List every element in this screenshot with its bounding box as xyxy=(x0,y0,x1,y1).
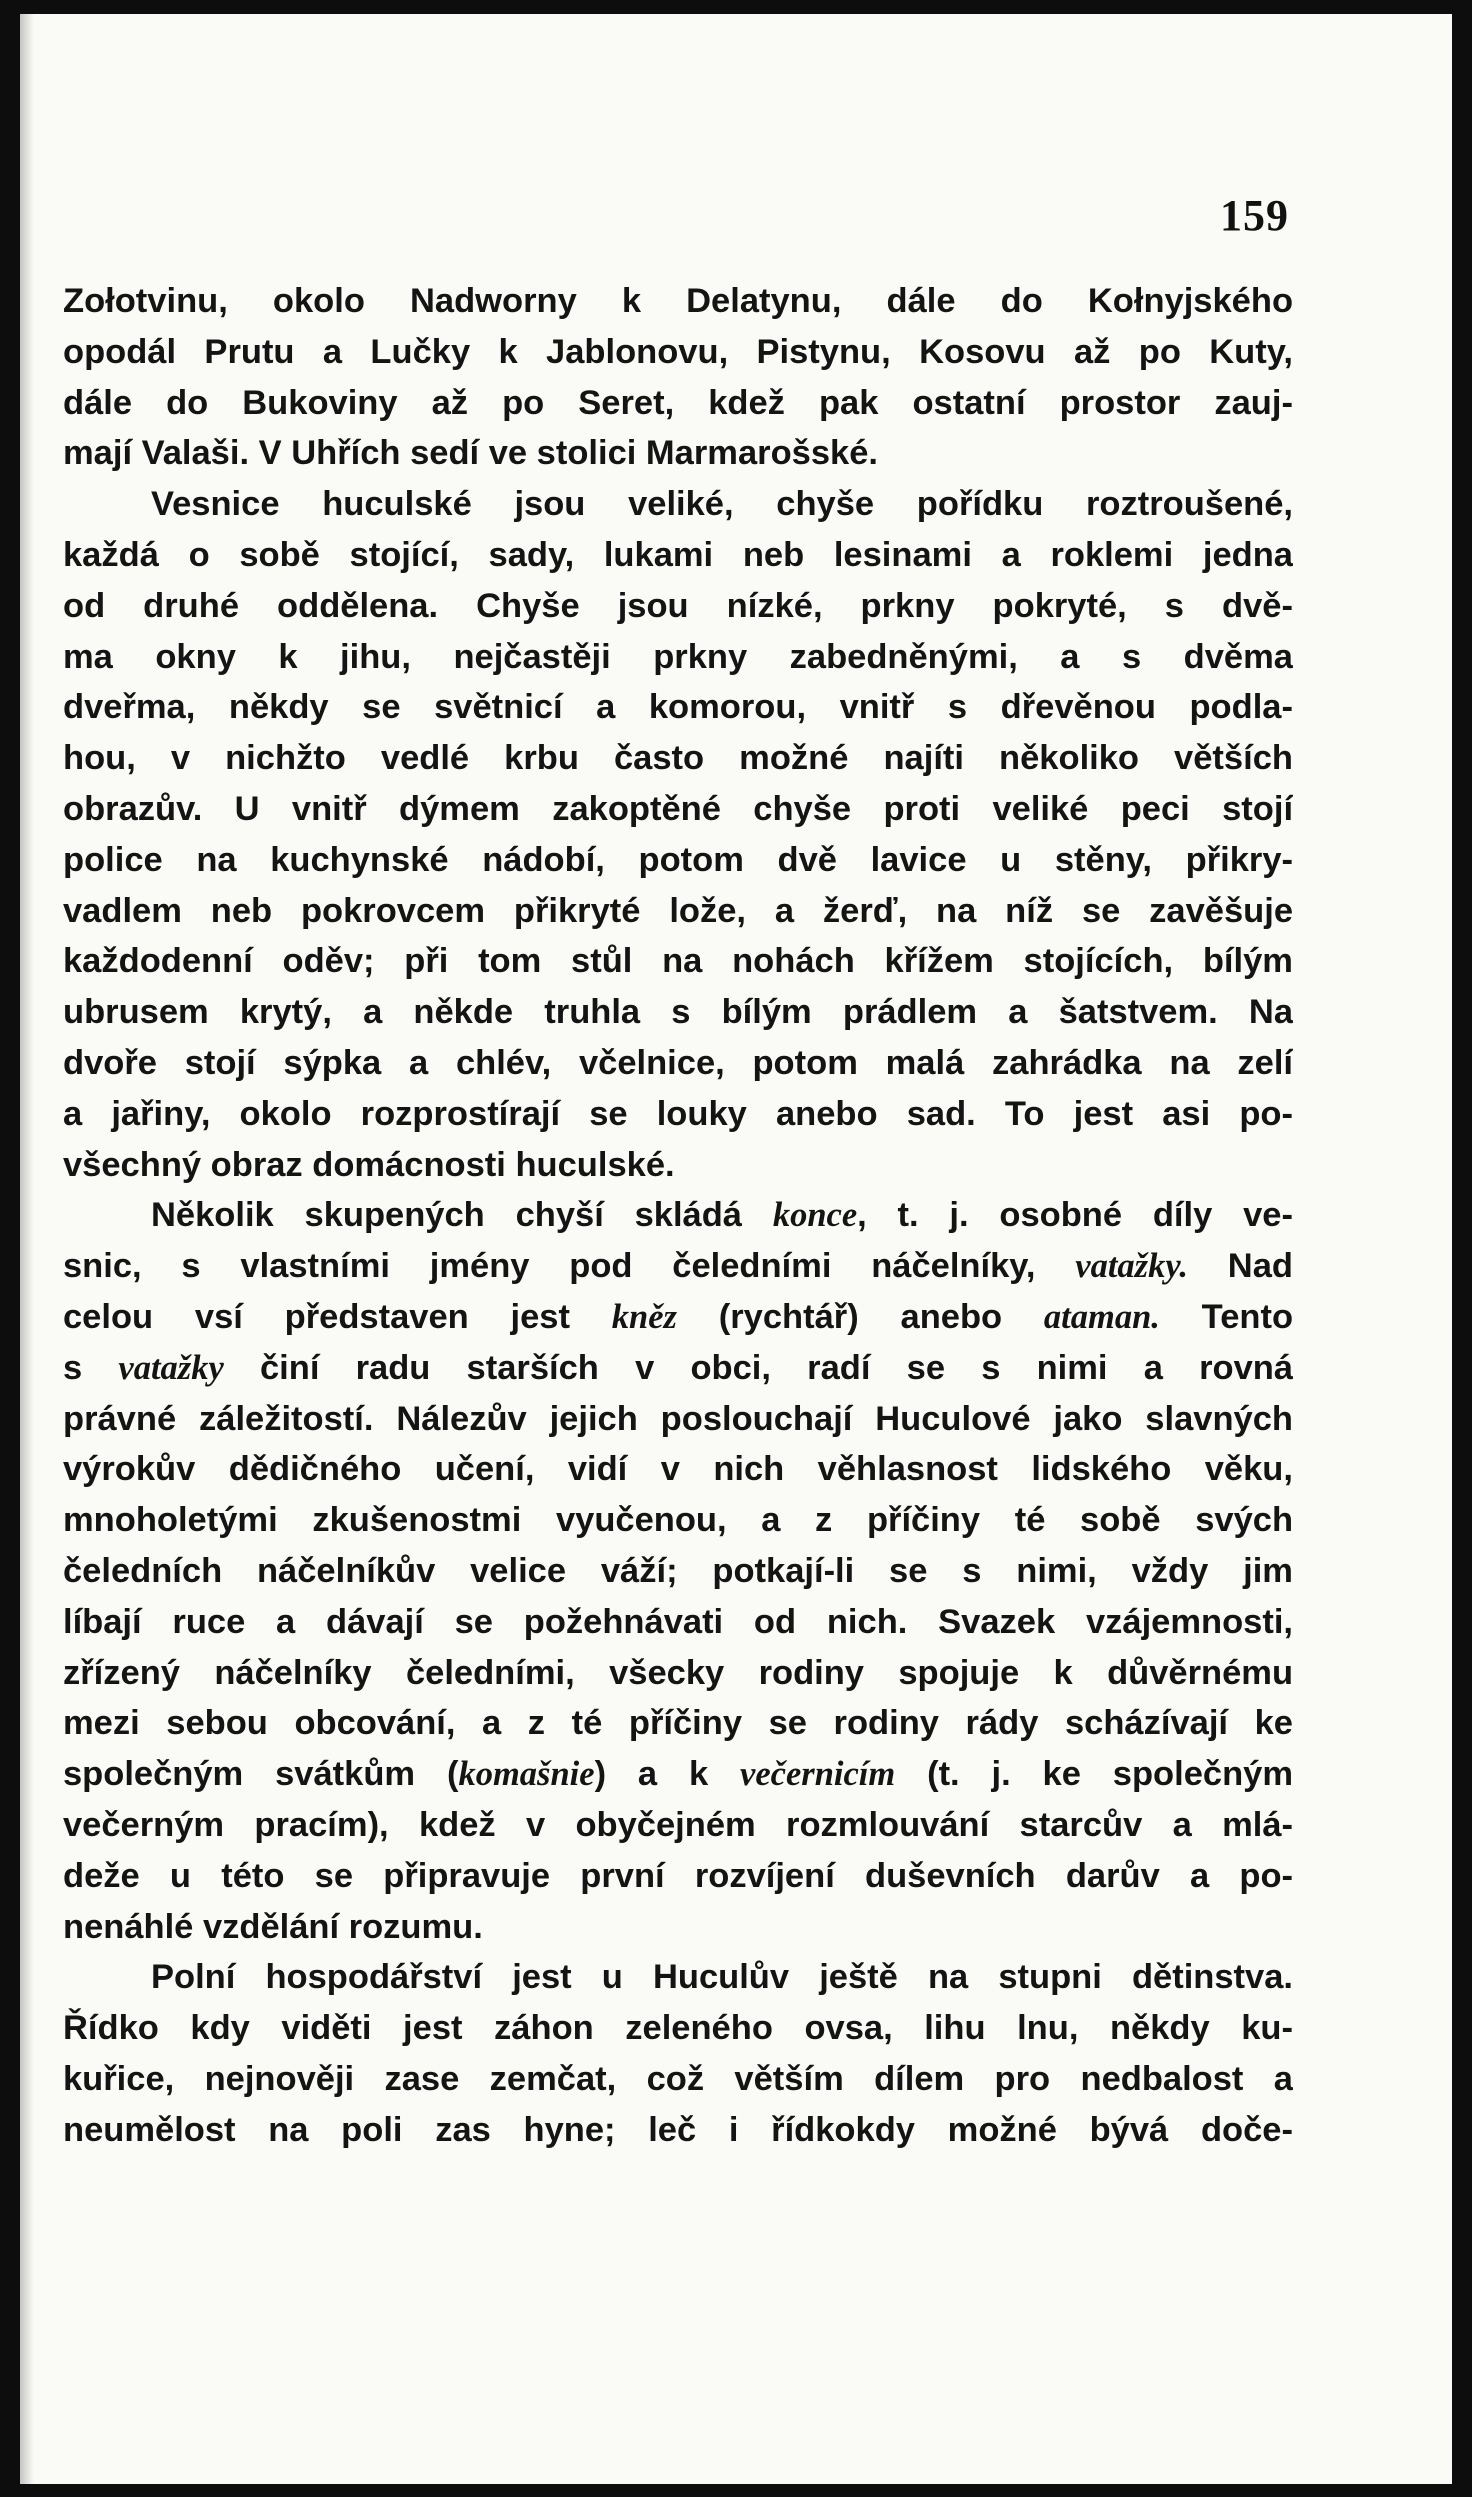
text-line xyxy=(63,835,1293,886)
text-segment: právné záležitostí. Nálezův jejich poslouchají Huculové jako slavných xyxy=(63,1399,1293,1438)
text-line xyxy=(63,1698,1293,1749)
text-line xyxy=(63,1444,1293,1495)
text-line xyxy=(63,1140,1293,1191)
text-line xyxy=(63,1394,1293,1445)
text-segment: , t. j. osobné díly ve- xyxy=(857,1196,1293,1235)
italic-term: konce xyxy=(772,1196,858,1235)
text-segment: mají Valaši. V Uhřích sedí ve stolici Marmarošské. xyxy=(63,434,878,473)
text-segment: Několik skupených chyší skládá xyxy=(151,1196,773,1235)
text-line xyxy=(63,936,1293,987)
text-line xyxy=(63,276,1293,327)
text-segment: hou, v nichžto vedlé krbu často možné najíti několiko větších xyxy=(63,739,1293,778)
binding-shadow xyxy=(20,14,34,2484)
text-segment: celou vsí představen jest xyxy=(63,1297,612,1336)
text-line xyxy=(63,1648,1293,1699)
text-segment: kuřice, nejnověji zase zemčat, což větším dílem pro nedbalost a xyxy=(63,2059,1293,2098)
text-line xyxy=(63,1495,1293,1546)
text-segment: činí radu starších v obci, radí se s nimi a rovná xyxy=(223,1348,1293,1387)
text-segment: Řídko kdy viděti jest záhon zeleného ovsa, lihu lnu, někdy ku- xyxy=(63,2009,1293,2048)
text-segment: společným svátkům ( xyxy=(63,1755,459,1794)
text-line xyxy=(63,886,1293,937)
text-segment: s xyxy=(63,1348,119,1387)
text-segment: (rychtář) anebo xyxy=(676,1297,1044,1336)
text-line xyxy=(63,682,1293,733)
text-line xyxy=(63,2003,1293,2054)
text-segment: nenáhlé vzdělání rozumu. xyxy=(63,1907,483,1946)
text-segment: opodál Prutu a Lučky k Jablonovu, Pistynu, Kosovu až po Kuty, xyxy=(63,332,1293,371)
text-segment: a jařiny, okolo rozprostírají se louky anebo sad. To jest asi po- xyxy=(63,1094,1293,1133)
text-segment: Polní hospodářství jest u Huculův ještě na stupni dětinstva. xyxy=(151,1958,1293,1997)
body-text xyxy=(63,276,1293,2155)
text-segment: obrazův. U vnitř dýmem zakoptěné chyše proti veliké peci stojí xyxy=(63,789,1293,828)
text-line xyxy=(63,581,1293,632)
text-segment: mezi sebou obcování, a z té příčiny se rodiny rády scházívají ke xyxy=(63,1704,1293,1743)
italic-term: vatažky xyxy=(118,1348,224,1387)
text-segment: zřízený náčelníky čeledními, všecky rodiny spojuje k důvěrnému xyxy=(63,1653,1293,1692)
text-segment: dále do Bukoviny až po Seret, kdež pak ostatní prostor zauj- xyxy=(63,383,1293,422)
text-line xyxy=(63,1089,1293,1140)
text-segment: Zołotvinu, okolo Nadworny k Delatynu, dále do Kołnyjského xyxy=(63,282,1293,320)
text-segment: Tento xyxy=(1159,1297,1293,1336)
text-line xyxy=(63,1038,1293,1089)
text-segment: Vesnice huculské jsou veliké, chyše pořídku roztroušené, xyxy=(151,485,1293,524)
text-line xyxy=(63,733,1293,784)
text-line xyxy=(63,987,1293,1038)
text-line xyxy=(63,1190,1293,1241)
text-line xyxy=(63,2054,1293,2105)
text-segment: od druhé oddělena. Chyše jsou nízké, prkny pokryté, s dvě- xyxy=(63,586,1293,625)
text-segment: Nad xyxy=(1188,1247,1293,1286)
text-segment: vadlem neb pokrovcem přikryté lože, a žerď, na níž se zavěšuje xyxy=(63,891,1293,930)
text-line xyxy=(63,1851,1293,1902)
text-segment: mnoholetými zkušenostmi vyučenou, a z příčiny té sobě svých xyxy=(63,1501,1293,1540)
italic-term: komašnie xyxy=(458,1755,595,1794)
text-segment: všechný obraz domácnosti huculské. xyxy=(63,1145,675,1184)
text-segment: večerným pracím), kdež v obyčejném rozmlouvání starcův a mlá- xyxy=(63,1805,1293,1844)
text-segment: ma okny k jihu, nejčastěji prkny zabedněnými, a s dvěma xyxy=(63,637,1293,676)
text-segment: čeledních náčelníkův velice váží; potkají-li se s nimi, vždy jim xyxy=(63,1551,1293,1590)
text-line xyxy=(63,378,1293,429)
text-line xyxy=(63,428,1293,479)
book-page xyxy=(20,14,1452,2484)
italic-term: kněz xyxy=(611,1297,677,1336)
text-line xyxy=(63,1597,1293,1648)
text-segment: výrokův dědičného učení, vidí v nich věhlasnost lidského věku, xyxy=(63,1450,1293,1489)
text-line xyxy=(63,1241,1293,1292)
page-number: 159 xyxy=(1220,191,1289,240)
text-line xyxy=(63,784,1293,835)
text-segment: každá o sobě stojící, sady, lukami neb lesinami a roklemi jedna xyxy=(63,535,1293,574)
text-line xyxy=(63,1952,1293,2003)
text-line xyxy=(63,327,1293,378)
text-segment: ubrusem krytý, a někde truhla s bílým prádlem a šatstvem. Na xyxy=(63,993,1293,1032)
text-line xyxy=(63,1902,1293,1953)
text-segment: ) a k xyxy=(594,1755,741,1794)
text-line xyxy=(63,2105,1293,2156)
text-line xyxy=(63,1343,1293,1394)
text-line xyxy=(63,479,1293,530)
text-line xyxy=(63,1800,1293,1851)
text-segment: deže u této se připravuje první rozvíjení duševních darův a po- xyxy=(63,1856,1293,1895)
text-segment: neumělost na poli zas hyne; leč i řídkokdy možné bývá doče- xyxy=(63,2110,1293,2149)
text-line xyxy=(63,1749,1293,1800)
text-segment: dveřma, někdy se světnicí a komorou, vnitř s dřevěnou podla- xyxy=(63,688,1293,727)
text-line xyxy=(63,1292,1293,1343)
text-segment: dvoře stojí sýpka a chlév, včelnice, potom malá zahrádka na zelí xyxy=(63,1043,1293,1082)
text-segment: snic, s vlastními jmény pod čeledními náčelníky, xyxy=(63,1247,1076,1286)
text-segment: police na kuchynské nádobí, potom dvě lavice u stěny, přikry- xyxy=(63,840,1293,879)
italic-term: večernicím xyxy=(740,1755,896,1794)
italic-term: vatažky. xyxy=(1075,1247,1189,1286)
text-line xyxy=(63,632,1293,683)
text-line xyxy=(63,530,1293,581)
text-line xyxy=(63,1546,1293,1597)
text-segment: líbají ruce a dávají se požehnávati od nich. Svazek vzájemnosti, xyxy=(63,1602,1293,1641)
text-segment: (t. j. ke společným xyxy=(895,1755,1293,1794)
text-segment: každodenní oděv; při tom stůl na nohách křížem stojících, bílým xyxy=(63,942,1293,981)
italic-term: ataman. xyxy=(1043,1297,1160,1336)
